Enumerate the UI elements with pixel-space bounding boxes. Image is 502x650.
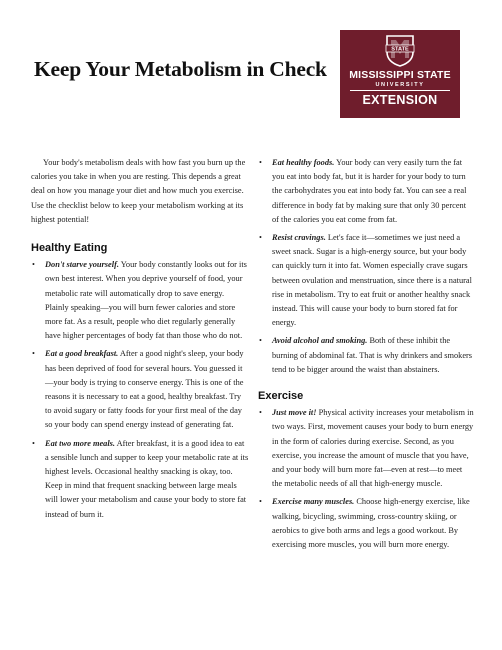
list-item: [258, 156, 474, 227]
logo-divider: [350, 90, 450, 91]
healthy-eating-list: [31, 258, 249, 522]
healthy-eating-heading: Healthy Eating: [31, 242, 108, 255]
logo-extension-label: EXTENSION: [362, 93, 438, 107]
item-lead: Resist cravings.: [272, 233, 326, 243]
list-item: [31, 437, 249, 522]
left-column: [31, 156, 249, 534]
item-text: Physical activity increases your metabolism in two ways. First, movement causes your body to burn energy in the form of calories during exercise. Second, as you exercise, you increase the amount of muscle that you have, and your body will burn more fat—even at rest—to meet the metabolic needs of all that high-energy muscle.: [272, 408, 474, 489]
exercise-list: [258, 406, 474, 552]
logo-university-name: MISSISSIPPI STATE: [349, 69, 451, 81]
logo-university-label: UNIVERSITY: [375, 82, 425, 88]
item-lead: Avoid alcohol and smoking.: [272, 336, 368, 346]
item-lead: Exercise many muscles.: [272, 497, 355, 507]
list-item: [31, 258, 249, 343]
intro-paragraph: Your body's metabolism deals with how fast you burn up the calories you take in when you are resting. This depends a great deal on how you manage your diet and how much you exercise. Use the checklist below to keep your metabolism working at its highest potential!: [31, 158, 246, 224]
list-item: [258, 495, 474, 552]
item-text: Choose high-energy exercise, like walking, bicycling, swimming, cross-country skiing, or aerobics to give both arms and legs a good workout. By exercising more muscles, you will burn more energy.: [272, 497, 470, 550]
item-text: After a good night's sleep, your body has been deprived of food for several hours. You guessed it—your body is trying to conserve energy. This is one of the reasons it is necessary to eat a good, healthy breakfast. Try to avoid sugary or fatty foods for your first meal of the day so your body can spend energy instead of generating fat.: [45, 349, 244, 430]
item-text: Let's face it—sometimes we just need a sweet snack. Sugar is a high-energy source, but your body can quickly turn it into fat. Women especially crave sugars between ovulation and menstruation, since there is a natural rise in metabolism. Try to eat fruit or another healthy snack instead. This will cause your body to burn stored fat for energy.: [272, 233, 472, 328]
item-lead: Eat a good breakfast.: [45, 349, 119, 359]
item-text: Both of these inhibit the burning of abdominal fat. That is why drinkers and smokers tend to be bigger around the waist than abstainers.: [272, 336, 473, 374]
msu-extension-logo: [340, 30, 460, 118]
item-lead: Eat two more meals.: [45, 438, 115, 448]
healthy-eating-list-continued: [258, 156, 474, 377]
list-item: [31, 347, 249, 432]
page-title: Keep Your Metabolism in Check: [34, 57, 327, 81]
svg-text:STATE: STATE: [391, 46, 409, 53]
item-lead: Don't starve yourself.: [45, 260, 119, 270]
list-item: [258, 231, 474, 330]
right-column: [258, 156, 474, 564]
item-text: Your body can very easily turn the fat you eat into body fat, but it is harder for your body to turn the carbohydrates you eat into body fat. You can see a real difference in body fat by making sure that only 30 percent of the calories you eat come from fat.: [272, 158, 467, 224]
list-item: [258, 406, 474, 491]
item-text: Your body constantly looks out for its own best interest. When you deprive yourself of food, your metabolic rate will automatically drop to save energy. Plainly speaking—you will burn fewer calories and store more fat. As a result, people who diet regularly generally have higher percentages of body fat than those who do not.: [45, 260, 247, 341]
list-item: [258, 334, 474, 377]
exercise-heading: Exercise: [258, 390, 304, 403]
item-lead: Just move it!: [272, 408, 317, 418]
msu-seal-icon: [383, 34, 417, 68]
item-text: After breakfast, it is a good idea to eat a sensible lunch and supper to keep your metabolic rate at its highest levels. Occasional healthy snacking is okay, too. Keep in mind that frequent snacking between large meals will lower your metabolism and cause your body to store fat instead of burn it.: [45, 438, 249, 519]
item-lead: Eat healthy foods.: [272, 158, 335, 167]
